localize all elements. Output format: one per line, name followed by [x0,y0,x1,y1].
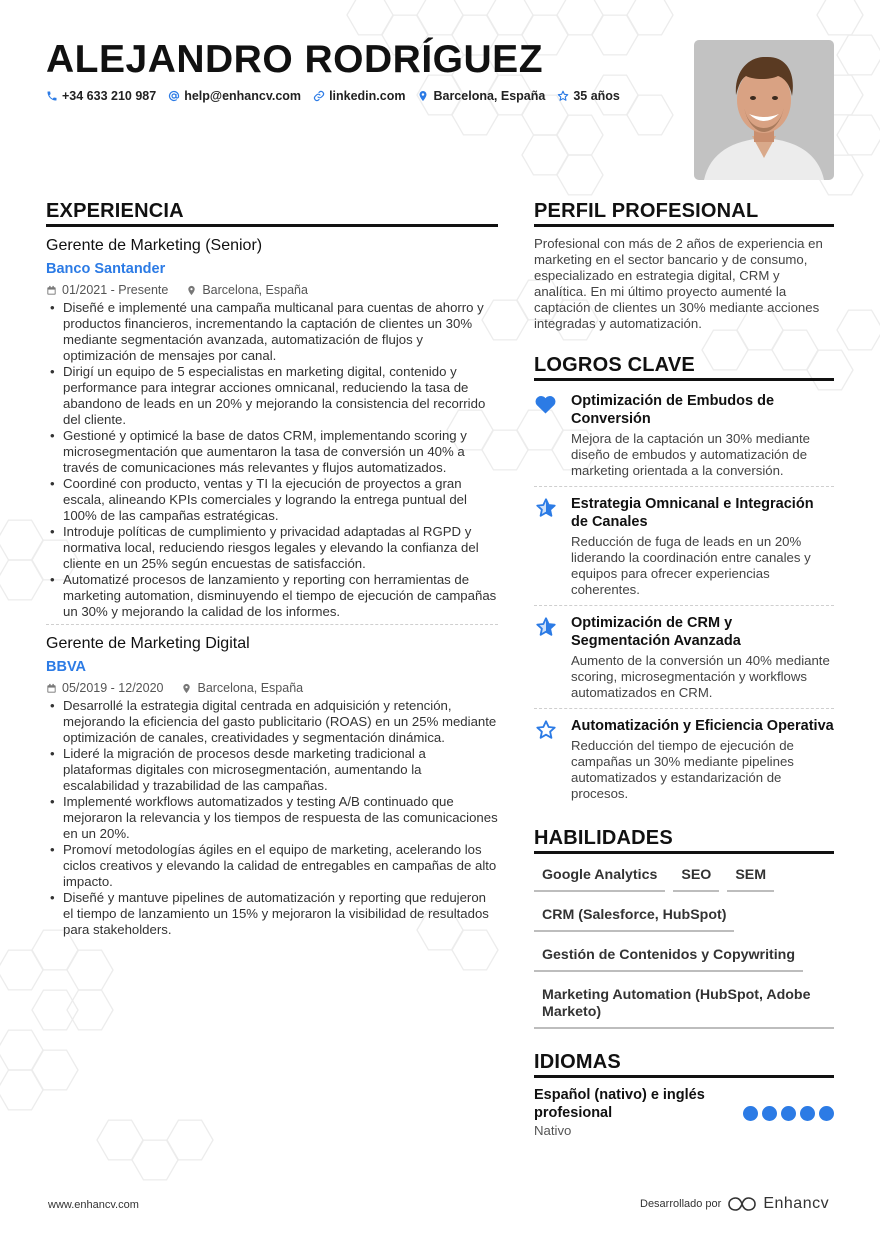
bullet-item: • Implementé workflows automatizados y testing A/B continuado que mejoraron la relevancia y los tiempos de respuesta de las comunicaciones en un 20%. [46,794,498,842]
language-level: Nativo [534,1123,572,1138]
bullet-item: • Coordiné con producto, ventas y TI la ejecución de proyectos a gran escala, alineando KPIs comerciales y logrando la entrega puntual del 100% de las campañas estratégicas. [46,476,498,524]
achievement-title: Automatización y Eficiencia Operativa [571,718,834,734]
rating-dot [743,1106,758,1121]
languages-section [534,1051,834,1138]
star-icon [557,90,569,102]
rating-dot [781,1106,796,1121]
job-meta [46,282,498,298]
bullet-item: • Automatizé procesos de lanzamiento y reporting con herramientas de marketing automation, disminuyendo el tiempo de ejecución de campañas un 30% y mejorando la calidad de los informes. [46,572,498,620]
bullet-item: • Introduje políticas de cumplimiento y privacidad adaptadas al RGPD y normativa local, reduciendo riesgos legales y elevando la confianza del cliente en un 25% según encuestas de satisfacción. [46,524,498,572]
candidate-name: ALEJANDRO RODRÍGUEZ [46,38,544,81]
location-icon [417,90,429,102]
heart-icon [534,392,557,479]
bullet-item: • Promoví metodologías ágiles en el equipo de marketing, acelerando los ciclos creativos y elevando la calidad de entregables en campañas de alto impacto. [46,842,498,890]
contact-email[interactable] [168,89,301,103]
profile-photo [694,40,834,180]
achievement-item [534,709,834,809]
achievement-title: Optimización de Embudos de Conversión [571,393,775,427]
bullet-item: • Lideré la migración de procesos desde marketing tradicional a plataformas digitales con microsegmentación, aumentando la escalabilidad y trazabilidad de las campañas. [46,746,498,794]
achievement-title: Estrategia Omnicanal e Integración de Canales [571,496,814,530]
achievement-item [534,487,834,606]
age-text: 35 años [573,89,620,103]
contact-location [417,89,545,103]
skill-tag: SEO [673,860,719,892]
footer-brand[interactable] [640,1195,829,1213]
bullet-item: • Dirigí un equipo de 5 especialistas en marketing digital, contenido y performance para integrar acciones omnicanal, reduciendo la tasa de abandono de leads en un 20% y mejorando la consistencia del recorrido del cliente. [46,364,498,428]
experience-title: EXPERIENCIA [46,200,498,227]
achievement-desc: Reducción de fuga de leads en un 20% liderando la coordinación entre canales y equipos para ofrecer experiencias coherentes. [571,534,811,597]
divider [46,624,498,625]
skill-tag: Google Analytics [534,860,665,892]
location-icon [186,285,197,296]
location-text: Barcelona, España [433,89,546,103]
job-bullets [46,698,498,938]
bullet-item: • Diseñé y mantuve pipelines de automatización y reporting que redujeron el tiempo de lanzamiento un 15% y mejoraron la visibilidad de resultados para stakeholders. [46,890,498,938]
email-text: help@enhancv.com [184,89,302,103]
language-name: Español (nativo) e inglés profesional [534,1087,705,1121]
rating-dot [762,1106,777,1121]
job-company: Banco Santander [46,261,166,277]
profile-title: PERFIL PROFESIONAL [534,200,834,227]
experience-section [46,200,498,938]
job-entry [46,236,498,625]
job-entry [46,634,498,938]
bullet-item: • Desarrollé la estrategia digital centrada en adquisición y retención, mejorando la eficiencia del gasto publicitario (ROAS) en un 25% mediante optimización de canales, creatividades y segmentación dinámica. [46,698,498,746]
enhancv-logo-icon [727,1196,757,1212]
contact-phone[interactable] [46,89,156,103]
achievements-list [534,384,834,809]
link-icon [313,90,325,102]
language-rating [743,1106,834,1121]
profile-section [534,200,834,332]
job-dates: 01/2021 - Presente [62,283,169,297]
skill-tag: SEM [727,860,774,892]
skills-title: HABILIDADES [534,827,834,854]
achievement-desc: Mejora de la captación un 30% mediante diseño de embudos y automatización de marketing orientada a la conversión. [571,431,810,478]
footer-website[interactable]: www.enhancv.com [48,1199,139,1211]
language-item [534,1086,834,1138]
achievements-title: LOGROS CLAVE [534,354,834,381]
calendar-icon [46,683,57,694]
profile-summary: Profesional con más de 2 años de experiencia en marketing en el sector bancario y de consumo, especializado en estrategia digital, CRM y analítica. En mi último proyecto aumenté la captación de clientes un 30% mediante acciones integradas y automatización. [534,236,823,331]
star-icon [534,495,557,598]
achievement-desc: Reducción del tiempo de ejecución de campañas un 30% mediante pipelines automatizados y estandarización de procesos. [571,738,794,801]
job-role: Gerente de Marketing (Senior) [46,237,263,254]
star-icon [534,614,557,701]
job-location: Barcelona, España [202,283,308,297]
job-location: Barcelona, España [197,681,304,695]
skills-list [534,860,834,1037]
achievement-desc: Aumento de la conversión un 40% mediante scoring, microsegmentación y workflows automatizados en CRM. [571,653,830,700]
skill-tag: Gestión de Contenidos y Copywriting [534,940,803,972]
phone-icon [46,90,58,102]
skill-tag: Marketing Automation (HubSpot, Adobe Marketo) [534,980,834,1029]
at-icon [168,90,180,102]
powered-by-text: Desarrollado por [640,1198,722,1210]
star-outline-icon [534,717,557,802]
skill-tag: CRM (Salesforce, HubSpot) [534,900,734,932]
contact-bar [46,89,620,103]
achievement-item [534,384,834,487]
skills-section [534,827,834,1037]
rating-dot [819,1106,834,1121]
achievement-title: Optimización de CRM y Segmentación Avanzada [571,615,741,649]
languages-title: IDIOMAS [534,1051,834,1078]
job-bullets [46,300,498,620]
bullet-item: • Gestioné y optimicé la base de datos CRM, implementando scoring y microsegmentación que aumentaron la tasa de conversión un 40% a través de comunicaciones más relevantes y flujos automatizados. [46,428,498,476]
contact-linkedin[interactable] [313,89,405,103]
job-company: BBVA [46,659,87,675]
brand-name: Enhancv [763,1195,830,1212]
right-column [534,200,834,1138]
job-meta [46,680,498,696]
job-role: Gerente de Marketing Digital [46,635,250,652]
contact-age [557,89,620,103]
phone-text: +34 633 210 987 [62,89,157,103]
location-icon [181,683,192,694]
rating-dot [800,1106,815,1121]
linkedin-text: linkedin.com [329,89,406,103]
achievements-section [534,354,834,809]
job-dates: 05/2019 - 12/2020 [62,681,164,695]
achievement-item [534,606,834,709]
calendar-icon [46,285,57,296]
bullet-item: • Diseñé e implementé una campaña multicanal para cuentas de ahorro y productos financieros, incrementando la captación de clientes un 30% mediante segmentación avanzada, automatización de flujos y optimización de mensajes por canal. [46,300,498,364]
